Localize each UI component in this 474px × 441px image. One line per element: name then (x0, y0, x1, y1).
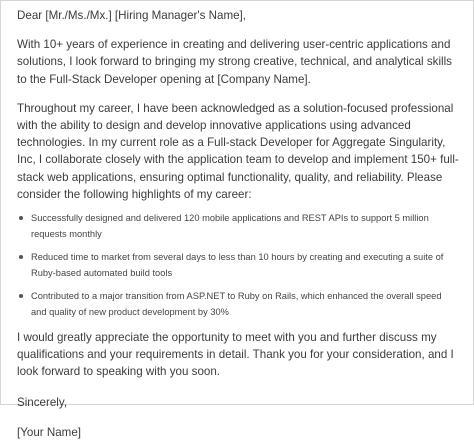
intro-paragraph: With 10+ years of experience in creating and delivering user-centric applications and solutions, I look forward to bringing my strong creative, technical, and analytical skills to the Full-Stack Developer opening at [Company Name]. (17, 38, 452, 86)
highlight-text: Reduced time to market from several days to less than 10 hours by creating and executing a suite of Ruby-based automated build tools (31, 252, 444, 279)
closing-phrase: Sincerely, (17, 395, 68, 409)
list-item (17, 288, 459, 320)
signature: [Your Name] (17, 425, 82, 439)
highlight-text: Contributed to a major transition from ASP.NET to Ruby on Rails, which enhanced the overall speed and quality of new product development by 30% (31, 291, 442, 318)
closing-paragraph: I would greatly appreciate the opportunity to meet with you and further discuss my qualifications and your requirements in detail. Thank you for your consideration, and I look forward to speaking with you soon. (17, 331, 454, 379)
salutation: Dear [Mr./Ms./Mx.] [Hiring Manager's Name], (17, 9, 246, 22)
career-paragraph: Throughout my career, I have been acknowledged as a solution-focused professional with the ability to design and develop innovative applications using advanced technologies. In my current role as a Full-stack Developer for Aggregate Singularity, Inc, I collaborate closely with the application team to develop and implement 150+ full-stack web applications, ensuring optimal functionality, quality, and reliability. Please consider the following highlights of my career: (17, 101, 459, 201)
bullet-icon (19, 255, 23, 259)
highlights-list (17, 210, 459, 320)
bullet-icon (19, 216, 23, 220)
bullet-icon (19, 294, 23, 298)
list-item (17, 210, 459, 242)
highlight-text: Successfully designed and delivered 120 mobile applications and REST APIs to support 5 million requests monthly (31, 213, 429, 240)
list-item (17, 249, 459, 281)
